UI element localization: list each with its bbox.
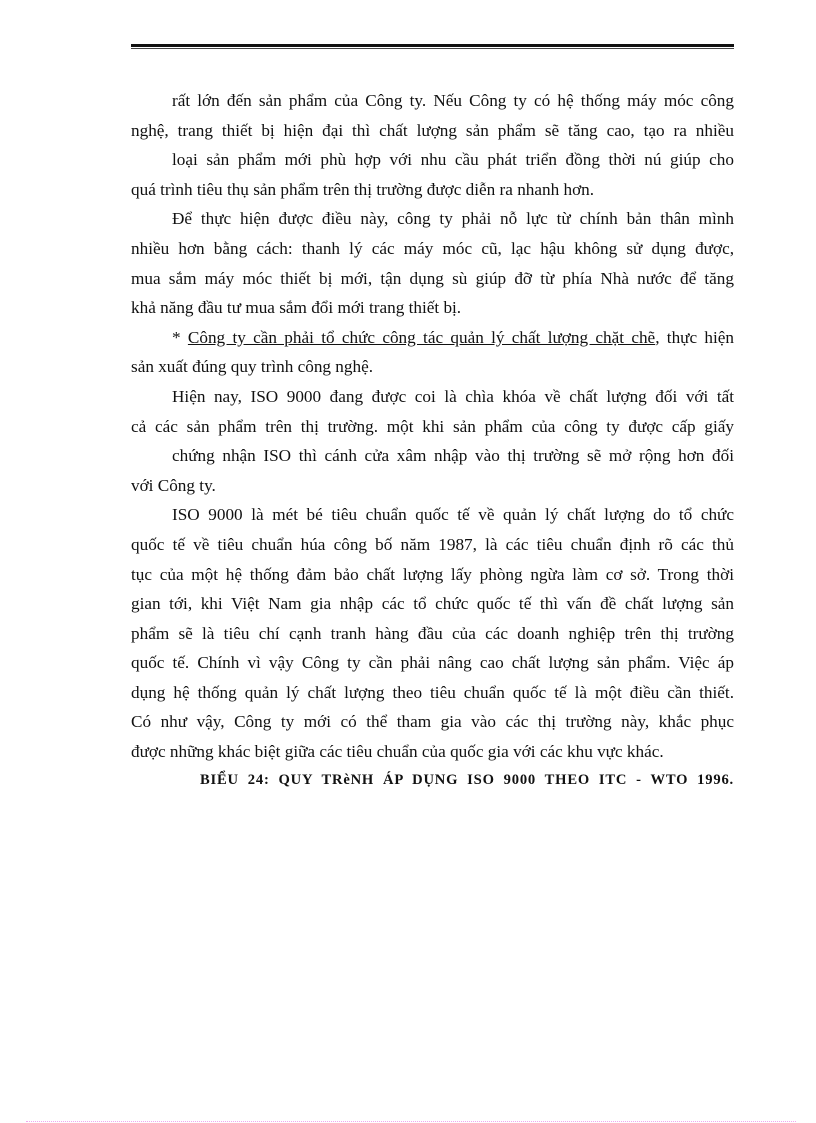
header-rule-thin xyxy=(131,48,734,49)
heading-rest: , thực hiện xyxy=(655,327,735,347)
text-line: quốc tế về tiêu chuẩn húa công bố năm 1987, là các tiêu chuẩn định rõ các thủ xyxy=(131,534,734,554)
text-line: Hiện nay, ISO 9000 đang được coi là chìa khóa về chất lượng đối với tất xyxy=(172,386,734,406)
text-line: Có như vậy, Công ty mới có thể tham gia vào các thị trường này, khắc phục xyxy=(131,712,734,732)
text-line: phẩm sẽ là tiêu chí cạnh tranh hàng đầu của các doanh nghiệp trên thị trường xyxy=(131,623,734,643)
text-line: dụng hệ thống quản lý chất lượng theo tiêu chuẩn quốc tế là một điều cần thiết. xyxy=(131,682,734,702)
text-line: mua sắm máy móc thiết bị mới, tận dụng sù giúp đỡ từ phía Nhà nước để tăng xyxy=(131,268,734,288)
bullet-heading-line xyxy=(131,323,734,353)
text-line: Để thực hiện được điều này, công ty phải nỗ lực từ chính bản thân mình xyxy=(172,209,734,229)
text-line: loại sản phẩm mới phù hợp với nhu cầu phát triển đồng thời nú giúp cho xyxy=(172,150,734,170)
text-line: rất lớn đến sản phẩm của Công ty. Nếu Công ty có hệ thống máy móc công xyxy=(172,91,734,110)
figure-caption: BIỂU 24: QUY TRèNH ÁP DỤNG ISO 9000 THEO ITC - WTO 1996. xyxy=(200,772,734,788)
text-line: ISO 9000 là mét bé tiêu chuẩn quốc tế về quản lý chất lượng do tổ chức xyxy=(172,505,734,525)
text-line: quá trình tiêu thụ sản phẩm trên thị trường được diễn ra nhanh hơn. xyxy=(131,179,595,199)
text-line: sản xuất đúng quy trình công nghệ. xyxy=(131,357,374,377)
text-line: gian tới, khi Việt Nam gia nhập các tổ chức quốc tế thì vấn đề chất lượng sản xyxy=(131,594,734,614)
text-line: nghệ, trang thiết bị hiện đại thì chất lượng sản phẩm sẽ tăng cao, tạo ra nhiều xyxy=(131,120,734,140)
page-bottom-dotted-line xyxy=(26,1121,796,1122)
text-line: nhiều hơn bằng cách: thanh lý các máy móc cũ, lạc hậu không sử dụng được, xyxy=(131,238,734,258)
text-line: khả năng đầu tư mua sắm đổi mới trang thiết bị. xyxy=(131,298,462,318)
text-line: cả các sản phẩm trên thị trường. một khi sản phẩm của công ty được cấp giấy xyxy=(131,416,734,436)
text-line: tục của một hệ thống đảm bảo chất lượng lấy phòng ngừa làm cơ sở. Trong thời xyxy=(131,564,734,584)
underlined-heading: Công ty cần phải tổ chức công tác quản lý chất lượng chặt chẽ xyxy=(187,327,656,347)
header-rule xyxy=(131,44,734,50)
header-rule-thick xyxy=(131,44,734,47)
text-line: với Công ty. xyxy=(131,475,216,495)
text-line: quốc tế. Chính vì vậy Công ty cần phải nâng cao chất lượng sản phẩm. Việc áp xyxy=(131,653,734,673)
text-line: được những khác biệt giữa các tiêu chuẩn của quốc gia với các khu vực khác. xyxy=(131,742,664,762)
bullet-marker: * xyxy=(172,327,188,347)
document-body xyxy=(131,86,734,767)
text-line: chứng nhận ISO thì cánh cửa xâm nhập vào thị trường sẽ mở rộng hơn đối xyxy=(172,446,734,466)
